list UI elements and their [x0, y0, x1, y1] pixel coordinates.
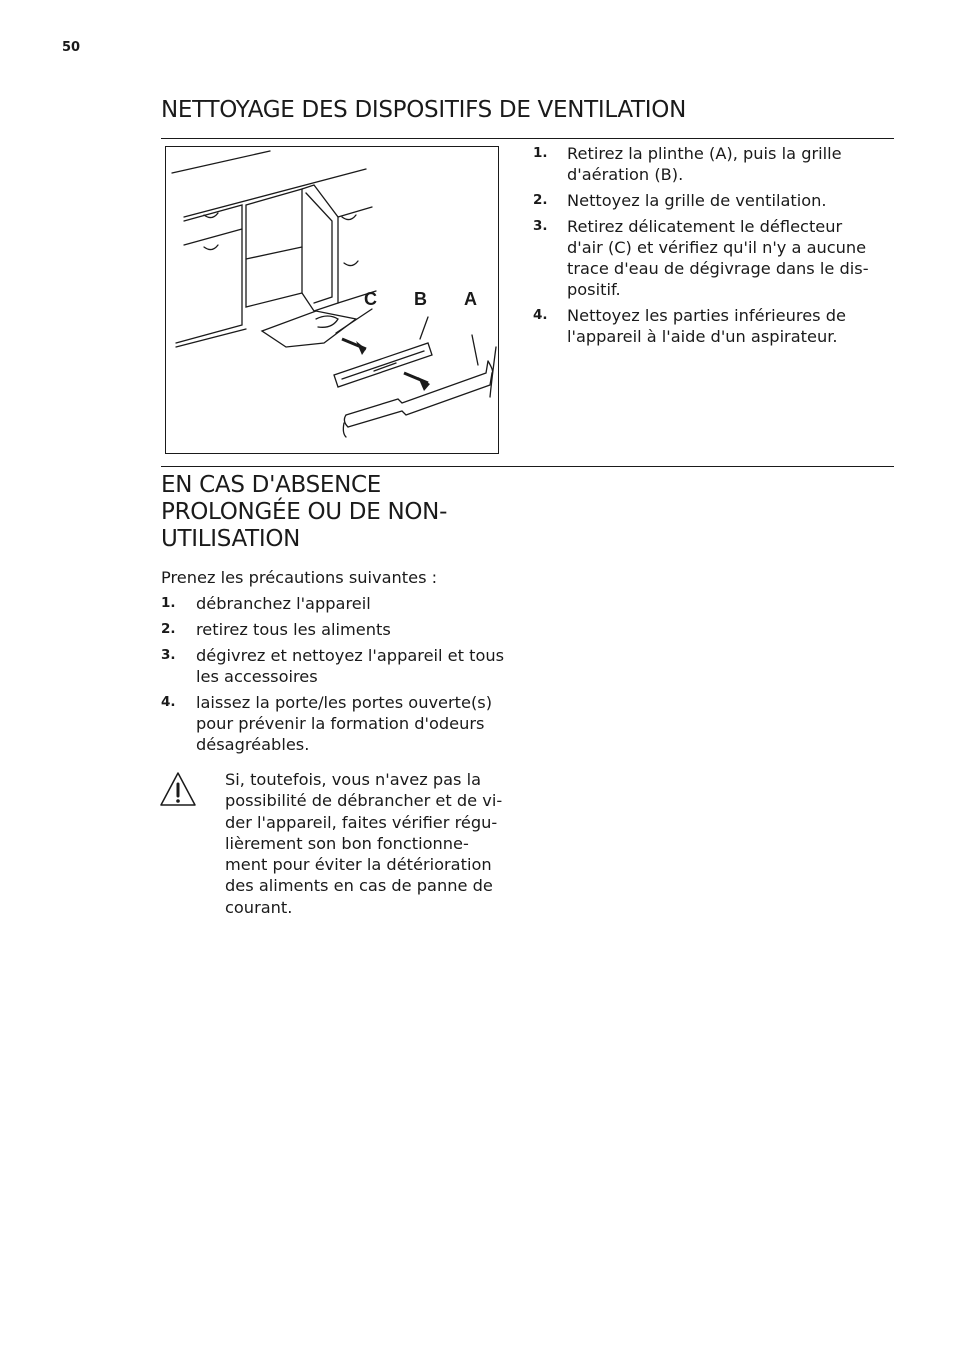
title-line: UTILISATION: [161, 526, 301, 552]
warning-line: lièrement son bon fonctionne-: [225, 833, 469, 853]
label-a: A: [464, 289, 477, 309]
step-number: 4.: [533, 307, 548, 323]
step-text: retirez tous les aliments: [196, 620, 391, 639]
step-text: dégivrez et nettoyez l'appareil et tous les accessoires: [196, 646, 505, 686]
title-line: EN CAS D'ABSENCE: [161, 472, 382, 498]
warning-line: ment pour éviter la détérioration: [225, 855, 492, 875]
warning-text: [225, 769, 525, 918]
label-b: B: [414, 289, 427, 309]
step-number: 2.: [533, 192, 548, 208]
warning-line: possibilité de débrancher et de vi-: [225, 791, 503, 811]
warning-triangle-icon: [158, 770, 198, 810]
section-title-absence: [161, 472, 521, 553]
step-number: 3.: [533, 218, 548, 234]
step-number: 1.: [533, 145, 548, 161]
ventilation-illustration: [166, 147, 500, 455]
warning-line: courant.: [225, 897, 293, 917]
ventilation-figure: [165, 146, 499, 454]
step-text: Nettoyez la grille de ventilation.: [567, 191, 827, 210]
list-item: [161, 692, 513, 755]
step-text: débranchez l'appareil: [196, 594, 371, 613]
step-number: 2.: [161, 621, 176, 637]
list-item: [533, 190, 878, 211]
section-title-ventilation: NETTOYAGE DES DISPOSITIFS DE VENTILATION: [161, 97, 686, 123]
list-item: [161, 645, 513, 687]
list-item: [533, 305, 878, 347]
warning-line: der l'appareil, faites vérifier régu-: [225, 812, 498, 832]
step-text: Nettoyez les parties inférieures de l'appareil à l'aide d'un aspirateur.: [567, 306, 846, 346]
label-c: C: [364, 289, 377, 309]
absence-steps: [161, 593, 513, 760]
step-text: Retirez délicatement le déflecteur d'air (C) et vérifiez qu'il n'y a aucune trace d'eau de dégivrage dans le dis-positif.: [567, 217, 869, 299]
step-text: laissez la porte/les portes ouverte(s) pour prévenir la formation d'odeurs désagréables.: [196, 693, 493, 754]
warning-line: Si, toutefois, vous n'avez pas la: [225, 770, 482, 789]
list-item: [161, 619, 513, 640]
page-number: 50: [62, 40, 81, 55]
list-item: [533, 216, 878, 300]
step-number: 3.: [161, 647, 176, 663]
section-divider-bottom: [161, 466, 894, 467]
step-text: Retirez la plinthe (A), puis la grille d'aération (B).: [567, 144, 842, 184]
list-item: [533, 143, 878, 185]
warning-line: des aliments en cas de panne de: [225, 876, 493, 896]
step-number: 1.: [161, 595, 176, 611]
title-line: PROLONGÉE OU DE NON-: [161, 499, 448, 525]
section-divider-top: [161, 138, 894, 139]
step-number: 4.: [161, 694, 176, 710]
intro-text: Prenez les précautions suivantes :: [161, 568, 438, 587]
ventilation-steps: [533, 143, 878, 352]
list-item: [161, 593, 513, 614]
